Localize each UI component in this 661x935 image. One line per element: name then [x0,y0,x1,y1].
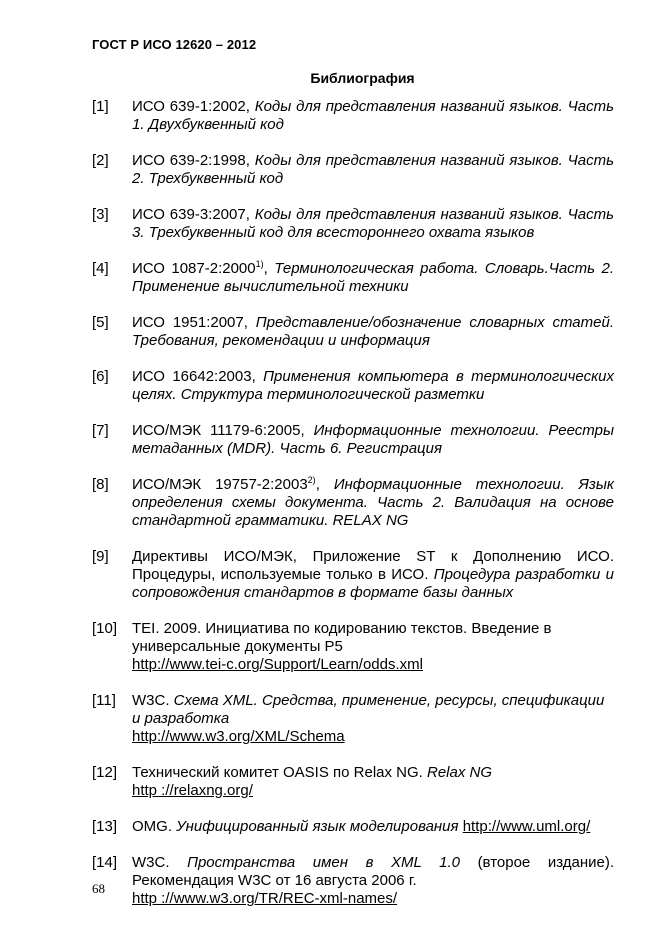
reference-source: W3C. [132,854,170,871]
reference-item [92,764,614,800]
document-header: ГОСТ Р ИСО 12620 – 2012 [92,37,257,52]
reference-link[interactable]: http://www.tei-c.org/Support/Learn/odds.xml [132,656,423,673]
reference-number: [6] [92,368,109,385]
reference-item [92,548,614,602]
reference-list [92,98,614,926]
reference-number: [13] [92,818,118,835]
reference-source: W3C. [132,692,170,709]
reference-source: ИСО/МЭК 11179-6:2005, [132,422,305,439]
reference-title: Представление/обозначение словарных статей. Требования, рекомендации и информация [132,314,614,349]
reference-title: Схема XML. Средства, применение, ресурсы, спецификации и разработка [132,692,605,727]
reference-title: Унифицированный язык моделирования [176,818,459,835]
reference-title: Коды для представления названий языков. Часть 1. Двухбуквенный код [132,98,615,133]
reference-source: TEI. 2009. Инициатива по кодированию текстов. Введение в универсальные документы P5 [132,620,552,655]
reference-source: Технический комитет OASIS по Relax NG. [132,764,423,781]
reference-number: [2] [92,152,109,169]
reference-source: ИСО/МЭК 19757-2:2003 [132,476,308,493]
reference-number: [1] [92,98,109,115]
reference-item [92,314,614,350]
reference-number: [10] [92,620,118,637]
reference-item [92,260,614,296]
reference-item [92,422,614,458]
reference-item [92,854,614,908]
reference-number: [3] [92,206,109,223]
reference-link[interactable]: http ://relaxng.org/ [132,782,253,799]
reference-source: ИСО 1087-2:2000 [132,260,256,277]
reference-number: [12] [92,764,118,781]
reference-title: Информационные технологии. Язык определения схемы документа. Часть 2. Валидация на основе стандартной грамматики. RELAX NG [132,476,614,529]
reference-link[interactable]: http://www.w3.org/XML/Schema [132,728,345,745]
reference-item [92,818,614,836]
reference-number: [5] [92,314,109,331]
reference-source: Директивы ИСО/МЭК, Приложение ST к Дополнению ИСО. Процедуры, используемые только в ИСО. [132,548,614,583]
reference-item [92,152,614,188]
reference-note: (второе издание). Рекомендация W3C от 16 августа 2006 г. [132,854,615,889]
reference-item [92,98,614,134]
reference-number: [11] [92,692,116,709]
reference-title: Пространства имен в XML 1.0 [187,854,460,871]
reference-item [92,620,614,674]
reference-title: Коды для представления названий языков. Часть 3. Трехбуквенный код для всестороннего охвата языков [132,206,615,241]
reference-number: [8] [92,476,109,493]
reference-link[interactable]: http://www.uml.org/ [462,818,591,835]
reference-number: [7] [92,422,109,439]
bibliography-title: Библиография [310,70,415,86]
reference-title: Коды для представления названий языков. Часть 2. Трехбуквенный код [132,152,615,187]
reference-source: ИСО 639-3:2007, [132,206,250,223]
reference-source: ИСО 16642:2003, [132,368,256,385]
footnote-marker: 1) [255,259,264,269]
reference-number: [4] [92,260,109,277]
reference-item [92,692,614,746]
reference-title: Процедура разработки и сопровождения стандартов в формате базы данных [132,566,614,601]
reference-title: Информационные технологии. Реестры метаданных (MDR). Часть 6. Регистрация [132,422,614,457]
reference-item [92,368,614,404]
reference-number: [14] [92,854,118,871]
reference-separator: , [315,476,320,493]
reference-source: ИСО 1951:2007, [132,314,248,331]
reference-number: [9] [92,548,109,565]
reference-separator: , [263,260,268,277]
reference-source: OMG. [132,818,172,835]
reference-item [92,206,614,242]
reference-source: ИСО 639-2:1998, [132,152,250,169]
reference-item [92,476,614,530]
page-number: 68 [92,881,105,896]
reference-title: Терминологическая работа. Словарь.Часть 2. Применение вычислительной техники [132,260,614,295]
reference-title: Применения компьютера в терминологических целях. Структура терминологической разметки [132,368,614,403]
reference-source: ИСО 639-1:2002, [132,98,250,115]
reference-link[interactable]: http ://www.w3.org/TR/REC-xml-names/ [132,890,398,907]
footnote-marker: 2) [307,475,316,485]
reference-title: Relax NG [427,764,493,781]
